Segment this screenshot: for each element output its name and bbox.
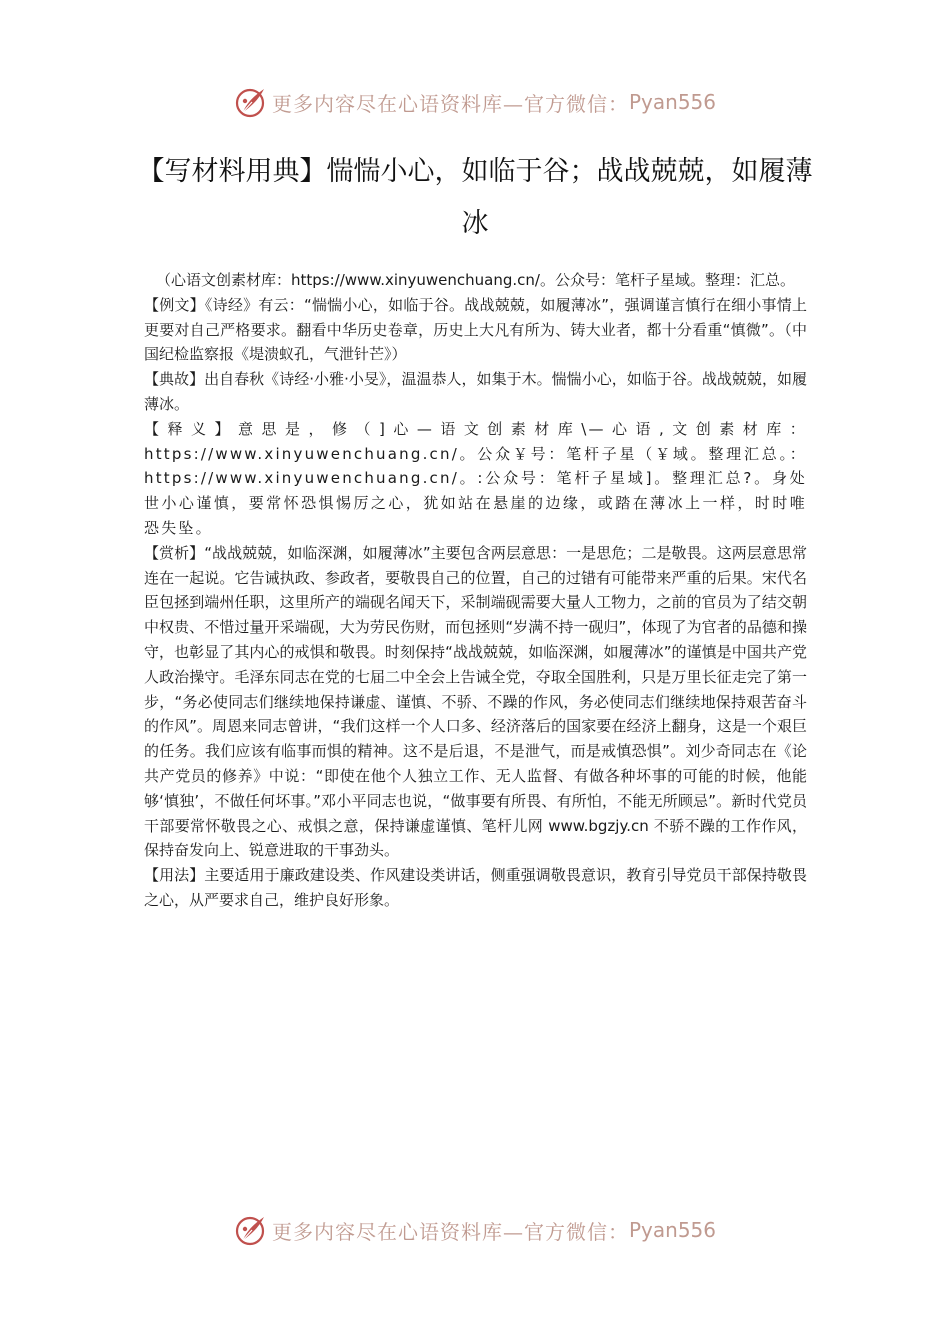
section-usage	[144, 863, 807, 913]
banner-wechat-id: Pyan556	[628, 90, 716, 114]
source-note: （心语文创素材库：https://www.xinyuwenchuang.cn/。公众号：笔杆子星域。整理：汇总。	[156, 271, 795, 289]
header-banner	[0, 82, 950, 122]
section-tag: 【赏析】	[144, 543, 205, 562]
section-text: 意思是，修（]心—语文创素材库\—心语,文创素材库：https://www.xinyuwenchuang.cn/。公众￥号：笔杆子星（￥域。整理汇总。：https://www.xinyuwenchuang.cn/。:公众号：笔杆子星域]。整理汇总?。身处世小心谨慎，要常怀恐惧惕厉之心，犹如站在悬崖的边缘，或踏在薄冰上一样，时时唯恐失坠。	[144, 419, 807, 537]
section-meaning	[144, 417, 807, 541]
section-origin	[144, 367, 807, 417]
section-text: 主要适用于廉政建设类、作风建设类讲话，侧重强调敬畏意识，教育引导党员干部保持敬畏之心，从严要求自己，维护良好形象。	[144, 866, 807, 909]
section-tag: 【例文】	[144, 295, 205, 314]
section-example	[144, 293, 807, 367]
section-text: “战战兢兢，如临深渊，如履薄冰”主要包含两层意思：一是思危；二是敬畏。这两层意思常连在一起说。它告诫执政、参政者，要敬畏自己的位置，自己的过错有可能带来严重的后果。宋代名臣包拯到端州任职，这里所产的端砚名闻天下，采制端砚需要大量人工物力，之前的官员为了结交朝中权贵、不惜过量开采端砚，大为劳民伤财，而包拯则“岁满不持一砚归”，体现了为官者的品德和操守，也彰显了其内心的戒惧和敬畏。时刻保持“战战兢兢，如临深渊，如履薄冰”的谨慎是中国共产党人政治操守。毛泽东同志在党的七届二中全会上告诫全党，夺取全国胜利，只是万里长征走完了第一步，“务必使同志们继续地保持谦虚、谨慎、不骄、不躁的作风，务必使同志们继续地保持艰苦奋斗的作风”。周恩来同志曾讲，“我们这样一个人口多、经济落后的国家要在经济上翻身，这是一个艰巨的任务。我们应该有临事而惧的精神。这不是后退，不是泄气，而是戒慎恐惧”。刘少奇同志在《论共产党员的修养》中说：“即使在他个人独立工作、无人监督、有做各种坏事的可能的时候，他能够‘慎独’，不做任何坏事。”邓小平同志也说，“做事要有所畏、有所怕，不能无所顾忌”。新时代党员干部要常怀敬畏之心、戒惧之意，保持谦虚谨慎、笔杆儿网 www.bgzjy.cn 不骄不躁的工作作风，保持奋发向上、锐意进取的干事劲头。	[144, 543, 807, 860]
banner-slogan: 更多内容尽在心语资料库—官方微信：	[271, 1219, 629, 1244]
feather-quill-logo-icon	[234, 1213, 268, 1247]
section-tag: 【典故】	[144, 370, 205, 389]
document-title: 【写材料用典】惴惴小心，如临于谷；战战兢兢，如履薄冰	[137, 156, 813, 239]
feather-quill-logo-icon	[234, 85, 268, 119]
section-tag: 【用法】	[144, 866, 205, 885]
banner-wechat-id: Pyan556	[628, 1218, 716, 1242]
section-appreciation	[144, 541, 807, 863]
section-text: 《诗经》有云：“惴惴小心，如临于谷。战战兢兢，如履薄冰”，强调谨言慎行在细小事情上更要对自己严格要求。翻看中华历史卷章，历史上大凡有所为、铸大业者，都十分看重“慎微”。（中国纪检监察报《堤溃蚁孔，气泄针芒》）	[144, 295, 807, 364]
section-tag: 【释义】	[144, 419, 238, 438]
footer-banner	[0, 1210, 950, 1250]
document-body	[144, 268, 807, 913]
section-text: 出自春秋《诗经·小雅·小旻》，温温恭人，如集于木。惴惴小心，如临于谷。战战兢兢，如履薄冰。	[144, 370, 807, 413]
banner-slogan: 更多内容尽在心语资料库—官方微信：	[271, 91, 629, 116]
